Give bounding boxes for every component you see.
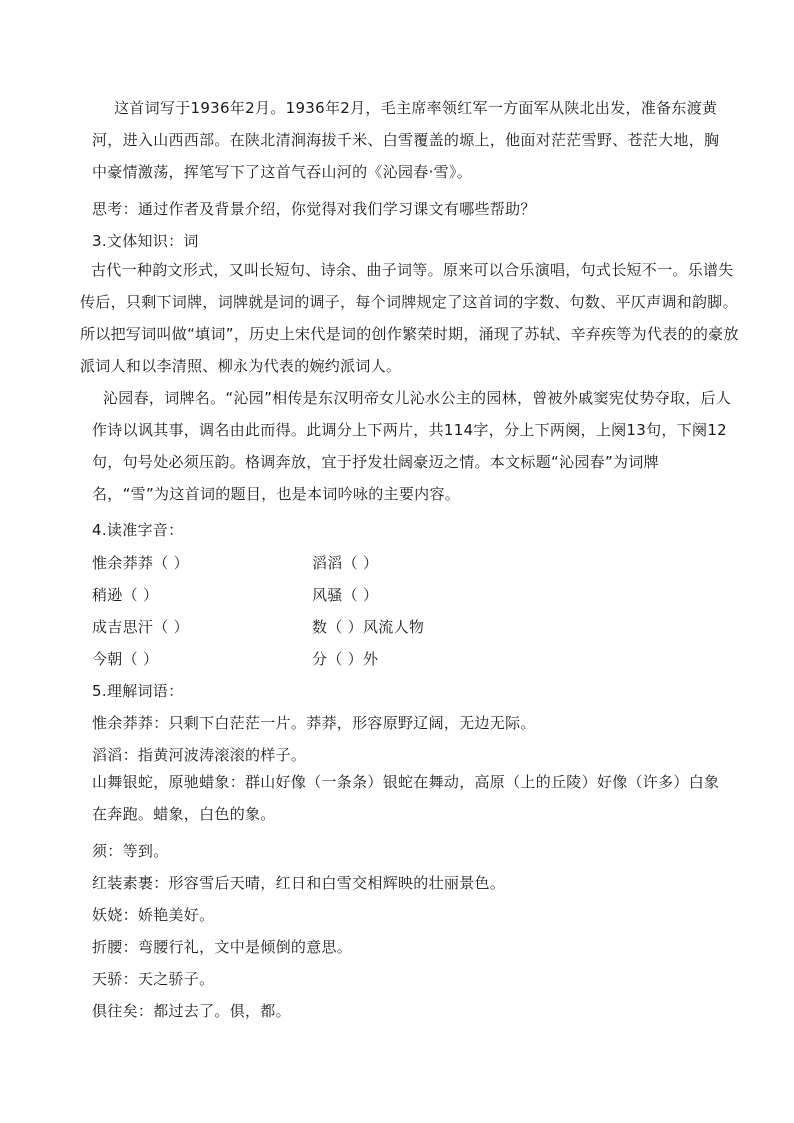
vocab-entry: 妖娆：娇艳美好。: [92, 906, 215, 924]
vocab-entry: 须：等到。: [92, 842, 169, 860]
pronunciation-item: 分（ ）外: [312, 650, 379, 668]
pronunciation-item: 风骚（ ）: [312, 586, 379, 604]
section3-paragraph-history: 古代一种韵文形式，又叫长短句、诗余、曲子词等。原来可以合乐演唱，句式长短不一。乐谱失传后，只剩下词牌，词牌就是词的调子，每个词牌规定了这首词的字数、句数、平仄声调和韵脚。所以把写词叫做“填词”，历史上宋代是词的创作繁荣时期，涌现了苏轼、辛弃疾等为代表的的豪放派词人和以李清照、柳永为代表的婉约派词人。: [80, 261, 739, 375]
think-question: 思考：通过作者及背景介绍，你觉得对我们学习课文有哪些帮助？: [92, 200, 536, 218]
pronunciation-item: 今朝（ ）: [92, 650, 159, 668]
vocab-entry: 惟余莽莽：只剩下白茫茫一片。莽莽，形容原野辽阔，无边无际。: [92, 714, 536, 732]
section5-heading: 5.理解词语：: [92, 682, 184, 700]
section4-heading: 4.读准字音：: [92, 521, 184, 539]
vocab-entry: 滔滔：指黄河波涛滚滚的样子。: [92, 746, 307, 764]
pronunciation-item: 数（ ）风流人物: [312, 618, 425, 636]
vocab-entry: 天骄：天之骄子。: [92, 970, 215, 988]
background-paragraph: 这首词写于1936年2月。1936年2月，毛主席率领红军一方面军从陕北出发，准备东渡黄河，进入山西西部。在陕北清涧海拔千米、白雪覆盖的塬上，他面对茫茫雪野、苍茫大地，胸中豪情激荡，挥笔写下了这首气吞山河的《沁园春·雪》。: [92, 99, 720, 181]
vocab-entry: 俱往矣：都过去了。俱，都。: [92, 1002, 291, 1020]
section3-heading: 3.文体知识：词: [92, 232, 199, 250]
pronunciation-item: 惟余莽莽（ ）: [92, 554, 189, 572]
vocab-entry: 山舞银蛇，原驰蜡象：群山好像（一条条）银蛇在舞动，高原（上的丘陵）好像（许多）白象在奔跑。蜡象，白色的象。: [92, 773, 720, 823]
vocab-entry: 折腰：弯腰行礼，文中是倾倒的意思。: [92, 938, 353, 956]
vocab-entry: 红装素裹：形容雪后天晴，红日和白雪交相辉映的壮丽景色。: [92, 874, 506, 892]
section3-paragraph-qinyuanchun: 沁园春，词牌名。“沁园”相传是东汉明帝女儿沁水公主的园林，曾被外戚窦宪仗势夺取，后人作诗以讽其事，调名由此而得。此调分上下两片，共114字，分上下两阕，上阕13句，下阕12句，句号处必须压韵。格调奔放，宜于抒发壮阔豪迈之情。本文标题“沁园春”为词牌名，“雪”为这首词的题目，也是本词吟咏的主要内容。: [92, 389, 732, 503]
pronunciation-item: 成吉思汗（ ）: [92, 618, 189, 636]
pronunciation-item: 滔滔（ ）: [312, 554, 379, 572]
pronunciation-item: 稍逊（ ）: [92, 586, 159, 604]
